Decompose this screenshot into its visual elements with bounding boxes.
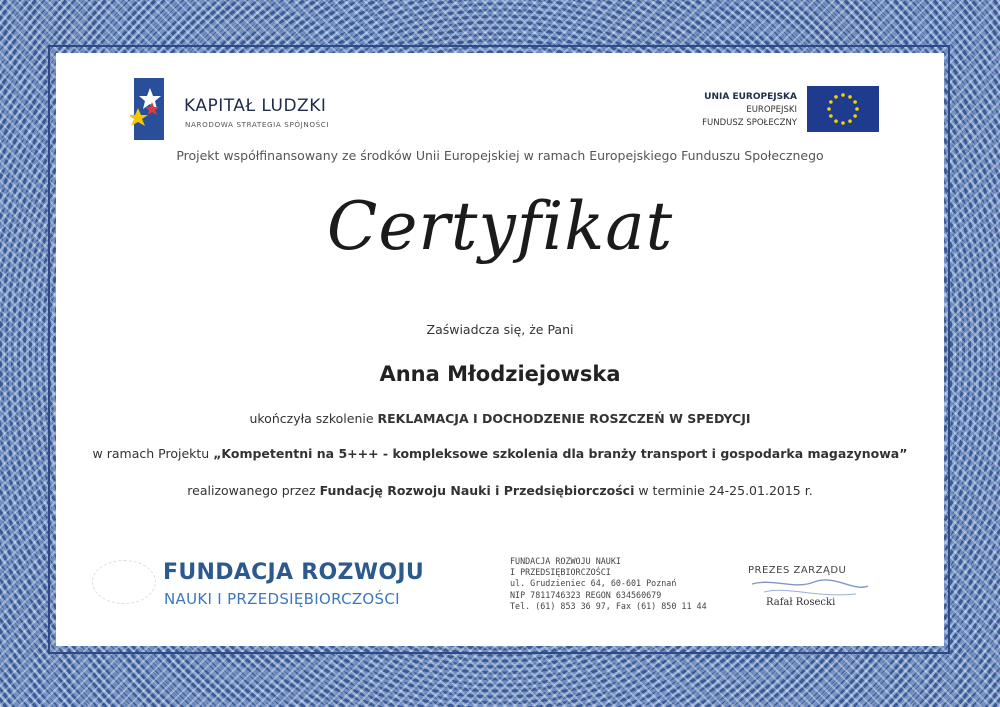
eu-star-icon: [834, 119, 838, 123]
eu-star-icon: [848, 95, 852, 99]
eu-flag-icon: [807, 86, 879, 132]
course-prefix: ukończyła szkolenie: [249, 411, 378, 426]
certificate-paper: [56, 53, 944, 646]
stamp-line: ul. Grudzieniec 64, 60-601 Poznań: [510, 578, 677, 589]
signer-name: Rafał Rosecki: [766, 597, 836, 608]
stamp-line: Tel. (61) 853 36 97, Fax (61) 850 11 44: [510, 600, 707, 611]
course-name: REKLAMACJA I DOCHODZENIE ROSZCZEŃ W SPEDYCJI: [377, 411, 751, 426]
eu-fund-label-2: FUNDUSZ SPOŁECZNY: [702, 118, 797, 128]
realized-prefix: realizowanego przez: [187, 483, 320, 498]
stamp-line: I PRZEDSIĘBIORCZOŚCI: [510, 567, 611, 578]
stamp-line: NIP 7811746323 REGON 634560679: [510, 589, 662, 600]
eu-star-icon: [827, 107, 831, 111]
kapital-ludzki-subtitle: NARODOWA STRATEGIA SPÓJNOŚCI: [185, 120, 330, 129]
realized-suffix: w terminie 24-25.01.2015 r.: [634, 483, 813, 498]
eu-star-icon: [853, 114, 857, 118]
realized-line: [0, 483, 1000, 498]
eu-star-icon: [841, 121, 845, 125]
eu-star-icon: [834, 95, 838, 99]
eu-star-icon: [841, 93, 845, 97]
kapital-ludzki-title: KAPITAŁ LUDZKI: [184, 96, 327, 116]
foundation-logo-line1: FUNDACJA ROZWOJU: [163, 560, 425, 585]
eu-star-icon: [855, 107, 859, 111]
attestation-line: Zaświadcza się, że Pani: [426, 322, 574, 337]
kapital-ludzki-logo-icon: [130, 78, 166, 140]
eu-union-label: UNIA EUROPEJSKA: [704, 92, 797, 102]
eu-star-icon: [829, 100, 833, 104]
organization-stamp: [510, 556, 707, 612]
eu-star-icon: [829, 114, 833, 118]
eu-text-block: [702, 91, 797, 130]
eu-star-icon: [853, 100, 857, 104]
project-line: [0, 446, 1000, 461]
course-line: [0, 411, 1000, 426]
signer-title: PREZES ZARZĄDU: [748, 565, 847, 576]
cofinancing-statement: Projekt współfinansowany ze środków Unii Europejskiej w ramach Europejskiego Funduszu Społecznego: [176, 148, 824, 163]
foundation-logo-line2: NAUKI I PRZEDSIĘBIORCZOŚCI: [164, 590, 400, 608]
project-name: „Kompetentni na 5+++ - kompleksowe szkolenia dla branży transport i gospodarka magazynowa”: [213, 446, 908, 461]
certificate-title: Certyfikat: [326, 188, 674, 265]
organizer-name: Fundację Rozwoju Nauki i Przedsiębiorczości: [319, 483, 635, 498]
project-prefix: w ramach Projektu: [92, 446, 214, 461]
stamp-line: FUNDACJA ROZWOJU NAUKI: [510, 556, 621, 566]
eu-star-icon: [848, 119, 852, 123]
faint-seal-icon: [92, 560, 156, 604]
recipient-name: Anna Młodziejowska: [379, 362, 621, 386]
eu-fund-label-1: EUROPEJSKI: [746, 105, 797, 115]
